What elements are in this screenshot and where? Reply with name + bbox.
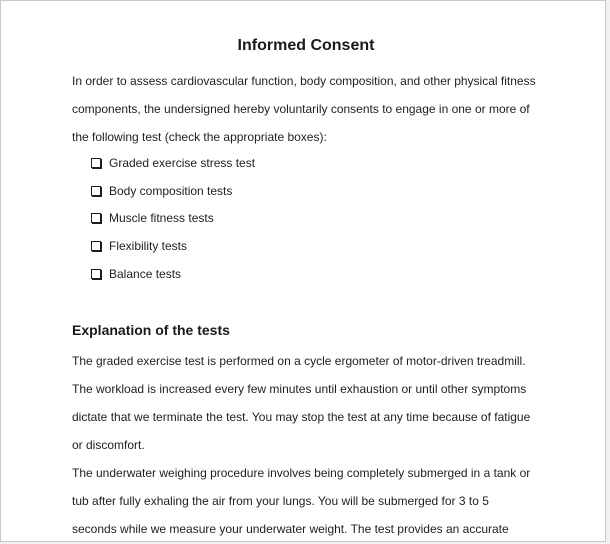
checklist-item-label: Balance tests: [109, 267, 182, 282]
checkbox-icon[interactable]: [91, 269, 101, 279]
checklist-item: [91, 260, 255, 288]
explanation-line: The graded exercise test is performed on a cycle ergometer of motor-driven treadmill.: [72, 354, 526, 368]
explanation-line: tub after fully exhaling the air from your lungs. You will be submerged for 3 to 5: [72, 494, 489, 508]
explanation-line: The workload is increased every few minutes until exhaustion or until other symptoms: [72, 382, 527, 396]
explanation-paragraph: [72, 347, 592, 543]
intro-paragraph: [72, 67, 592, 151]
checklist-item-label: Muscle fitness tests: [109, 211, 214, 226]
document-title: Informed Consent: [237, 37, 375, 54]
checklist-item: [91, 205, 255, 233]
explanation-line: seconds while we measure your underwater weight. The test provides an accurate: [72, 522, 509, 536]
checkbox-icon[interactable]: [91, 241, 101, 251]
explanation-line: or discomfort.: [72, 438, 145, 452]
explanation-line: The underwater weighing procedure involves being completely submerged in a tank or: [72, 466, 531, 480]
test-checklist: [91, 149, 255, 288]
checklist-item-label: Body composition tests: [109, 183, 233, 198]
checkbox-icon[interactable]: [91, 158, 101, 168]
explanation-line: dictate that we terminate the test. You may stop the test at any time because of fatigue: [72, 410, 531, 424]
section-heading: Explanation of the tests: [72, 322, 230, 338]
checklist-item: [91, 232, 255, 260]
checklist-item: [91, 149, 255, 177]
intro-line: the following test (check the appropriate boxes):: [72, 130, 327, 144]
checkbox-icon[interactable]: [91, 186, 101, 196]
checklist-item: [91, 177, 255, 205]
checkbox-icon[interactable]: [91, 213, 101, 223]
checklist-item-label: Flexibility tests: [109, 239, 188, 254]
checklist-item-label: Graded exercise stress test: [109, 155, 256, 170]
intro-line: In order to assess cardiovascular function, body composition, and other physical fitness: [72, 74, 536, 88]
intro-line: components, the undersigned hereby voluntarily consents to engage in one or more of: [72, 102, 530, 116]
